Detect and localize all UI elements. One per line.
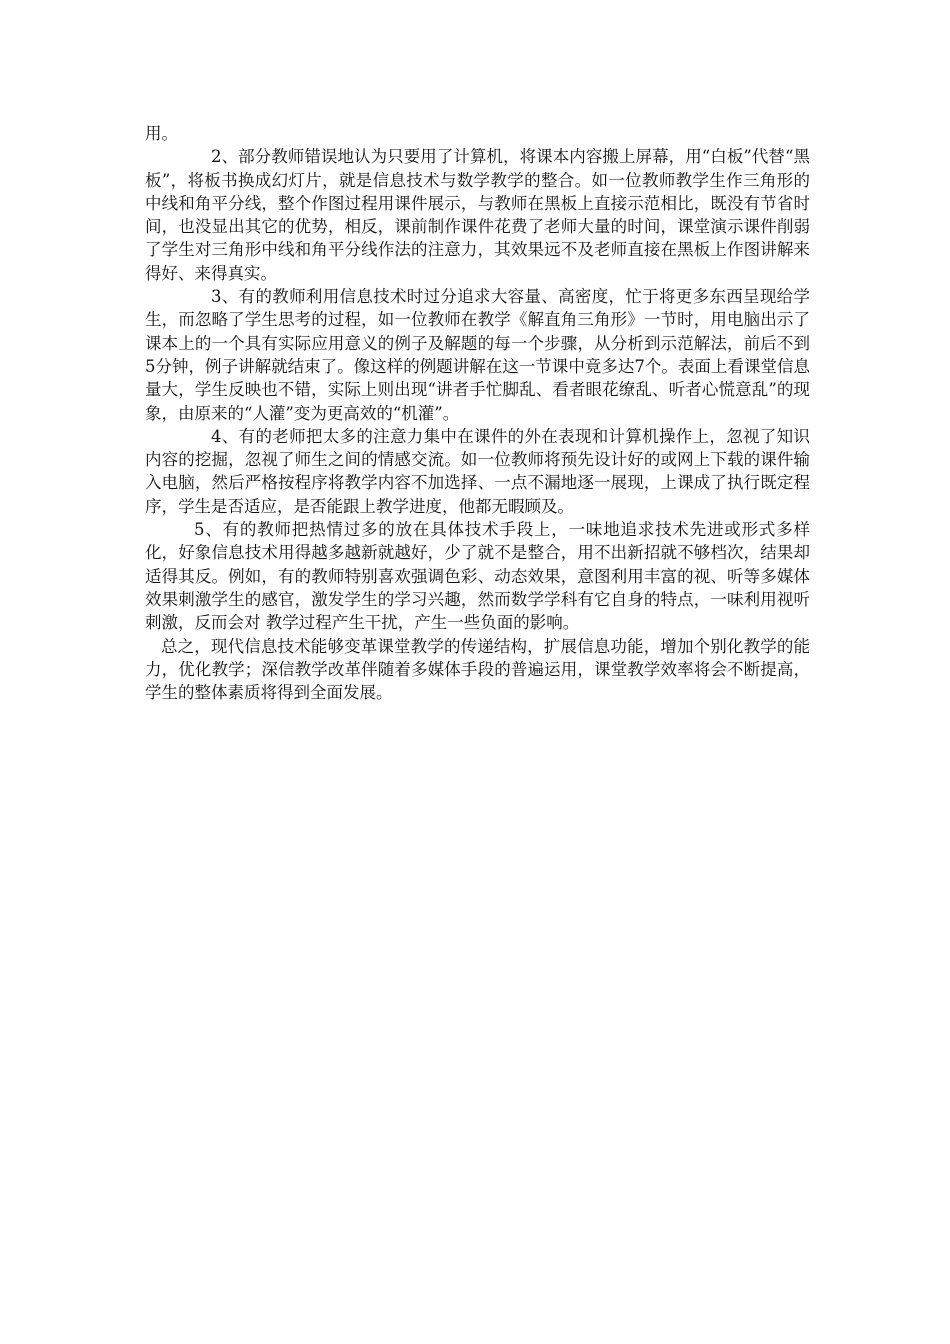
paragraph-continuation: 用。	[145, 124, 178, 143]
paragraph-conclusion: 总之，现代信息技术能够变革课堂教学的传递结构，扩展信息功能，增加个别化教学的能力，优化教学；深信教学改革伴随着多媒体手段的普遍运用，课堂教学效率将会不断提高，学生的整体素质将得到全面发展。	[145, 636, 810, 703]
paragraph-point-2: 2、部分教师错误地认为只要用了计算机，将课本内容搬上屏幕，用“白板”代替“黑板”，将板书换成幻灯片，就是信息技术与数学教学的整合。如一位教师教学生作三角形的中线和角平分线，整个作图过程用课件展示，与教师在黑板上直接示范相比，既没有节省时间，也没显出其它的优势，相反，课前制作课件花费了老师大量的时间，课堂演示课件削弱了学生对三角形中线和角平分线作法的注意力，其效果远不及老师直接在黑板上作图讲解来得好、来得真实。	[145, 147, 810, 283]
document-body	[145, 122, 810, 704]
paragraph-point-5: 5、有的教师把热情过多的放在具体技术手段上，一味地追求技术先进或形式多样化，好象信息技术用得越多越新就越好，少了就不是整合，用不出新招就不够档次，结果却适得其反。例如，有的教师特别喜欢强调色彩、动态效果，意图利用丰富的视、听等多媒体效果刺激学生的感官，激发学生的学习兴趣，然而数学学科有它自身的特点，一味利用视听刺激，反而会对 教学过程产生干扰，产生一些负面的影响。	[145, 520, 810, 633]
paragraph-point-4: 4、有的老师把太多的注意力集中在课件的外在表现和计算机操作上，忽视了知识内容的挖掘，忽视了师生之间的情感交流。如一位教师将预先设计好的或网上下载的课件输入电脑，然后严格按程序将教学内容不加选择、一点不漏地逐一展现，上课成了执行既定程序，学生是否适应，是否能跟上教学进度，他都无暇顾及。	[145, 426, 810, 516]
paragraph-point-3: 3、有的教师利用信息技术时过分追求大容量、高密度，忙于将更多东西呈现给学生，而忽略了学生思考的过程，如一位教师在教学《解直角三角形》一节时，用电脑出示了课本上的一个具有实际应用意义的例子及解题的每一个步骤，从分析到示范解法，前后不到5分钟，例子讲解就结束了。像这样的例题讲解在这一节课中竟多达7个。表面上看课堂信息量大，学生反映也不错，实际上则出现“讲者手忙脚乱、看者眼花缭乱、听者心慌意乱”的现象，由原来的“人灌”变为更高效的“机灌”。	[145, 287, 810, 423]
